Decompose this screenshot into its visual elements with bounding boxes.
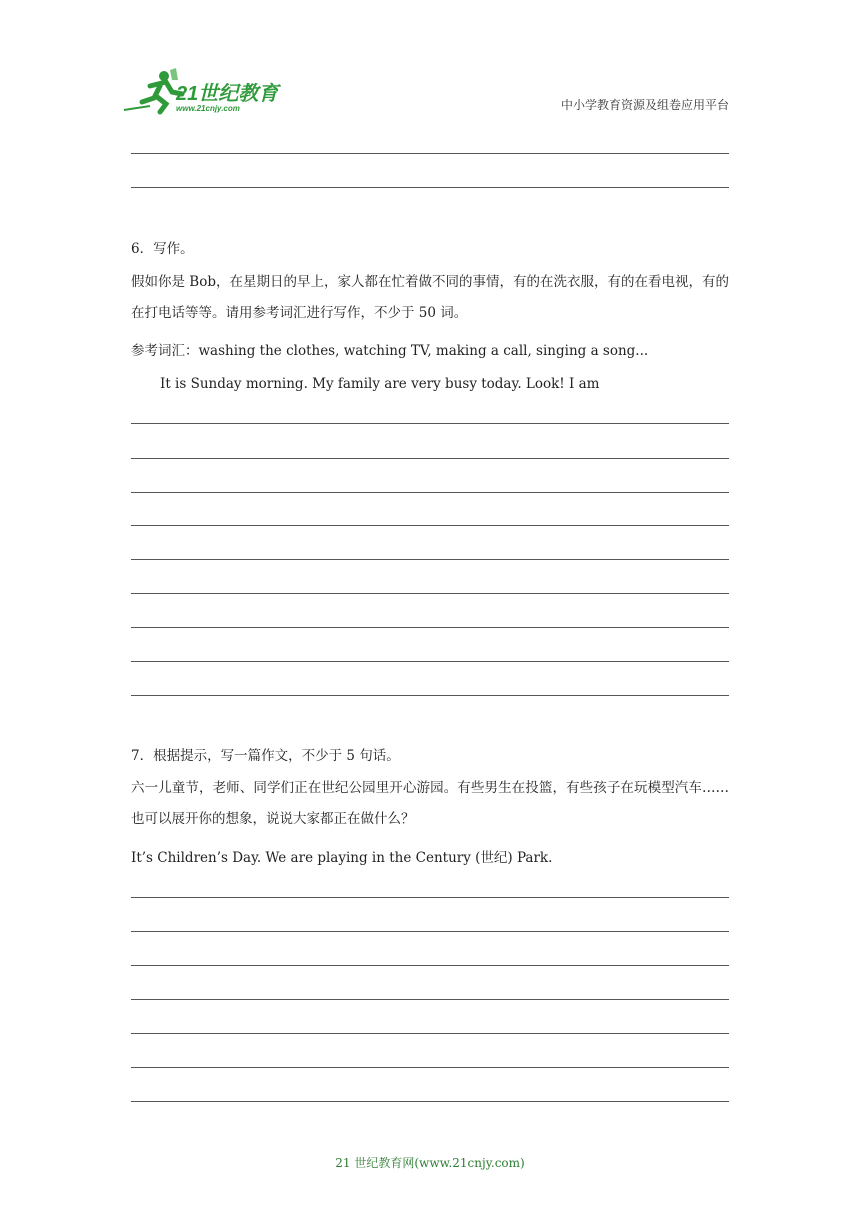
- q7-opening-sentence: It’s Children’s Day. We are playing in the Century (世纪) Park.: [131, 850, 553, 866]
- answer-line[interactable]: [131, 661, 729, 662]
- answer-line[interactable]: [131, 153, 729, 154]
- q7-prompt: 六一儿童节，老师、同学们正在世纪公园里开心游园。有些男生在投篮，有些孩子在玩模型汽车……也可以展开你的想象，说说大家都正在做什么？: [131, 780, 729, 827]
- answer-line[interactable]: [131, 458, 729, 459]
- q6-opening-sentence: It is Sunday morning. My family are very busy today. Look! I am: [160, 376, 600, 392]
- answer-line[interactable]: [131, 627, 729, 628]
- answer-line[interactable]: [131, 695, 729, 696]
- platform-tagline: 中小学教育资源及组卷应用平台: [560, 98, 729, 112]
- q6-title: 6．写作。: [131, 241, 194, 257]
- answer-line[interactable]: [131, 965, 729, 966]
- q6-vocab: 参考词汇：washing the clothes, watching TV, making a call, singing a song...: [131, 343, 649, 359]
- answer-line[interactable]: [131, 1101, 729, 1102]
- answer-line[interactable]: [131, 187, 729, 188]
- svg-text:www.21cnjy.com: www.21cnjy.com: [176, 104, 240, 113]
- answer-line[interactable]: [131, 593, 729, 594]
- answer-line[interactable]: [131, 999, 729, 1000]
- answer-line[interactable]: [131, 1067, 729, 1068]
- runner-logo-icon: [120, 66, 300, 116]
- page-footer: 21 世纪教育网(www.21cnjy.com): [335, 1156, 525, 1170]
- answer-line[interactable]: [131, 423, 729, 424]
- answer-line[interactable]: [131, 525, 729, 526]
- answer-line[interactable]: [131, 931, 729, 932]
- q6-prompt: 假如你是 Bob，在星期日的早上，家人都在忙着做不同的事情，有的在洗衣服，有的在看电视，有的在打电话等等。请用参考词汇进行写作，不少于 50 词。: [131, 274, 729, 321]
- svg-text:21世纪教育: 21世纪教育: [176, 83, 279, 105]
- logo: [120, 66, 300, 116]
- answer-line[interactable]: [131, 897, 729, 898]
- q7-title: 7．根据提示，写一篇作文，不少于 5 句话。: [131, 748, 400, 764]
- page-header: [0, 0, 860, 130]
- answer-line[interactable]: [131, 492, 729, 493]
- answer-line[interactable]: [131, 1033, 729, 1034]
- answer-line[interactable]: [131, 559, 729, 560]
